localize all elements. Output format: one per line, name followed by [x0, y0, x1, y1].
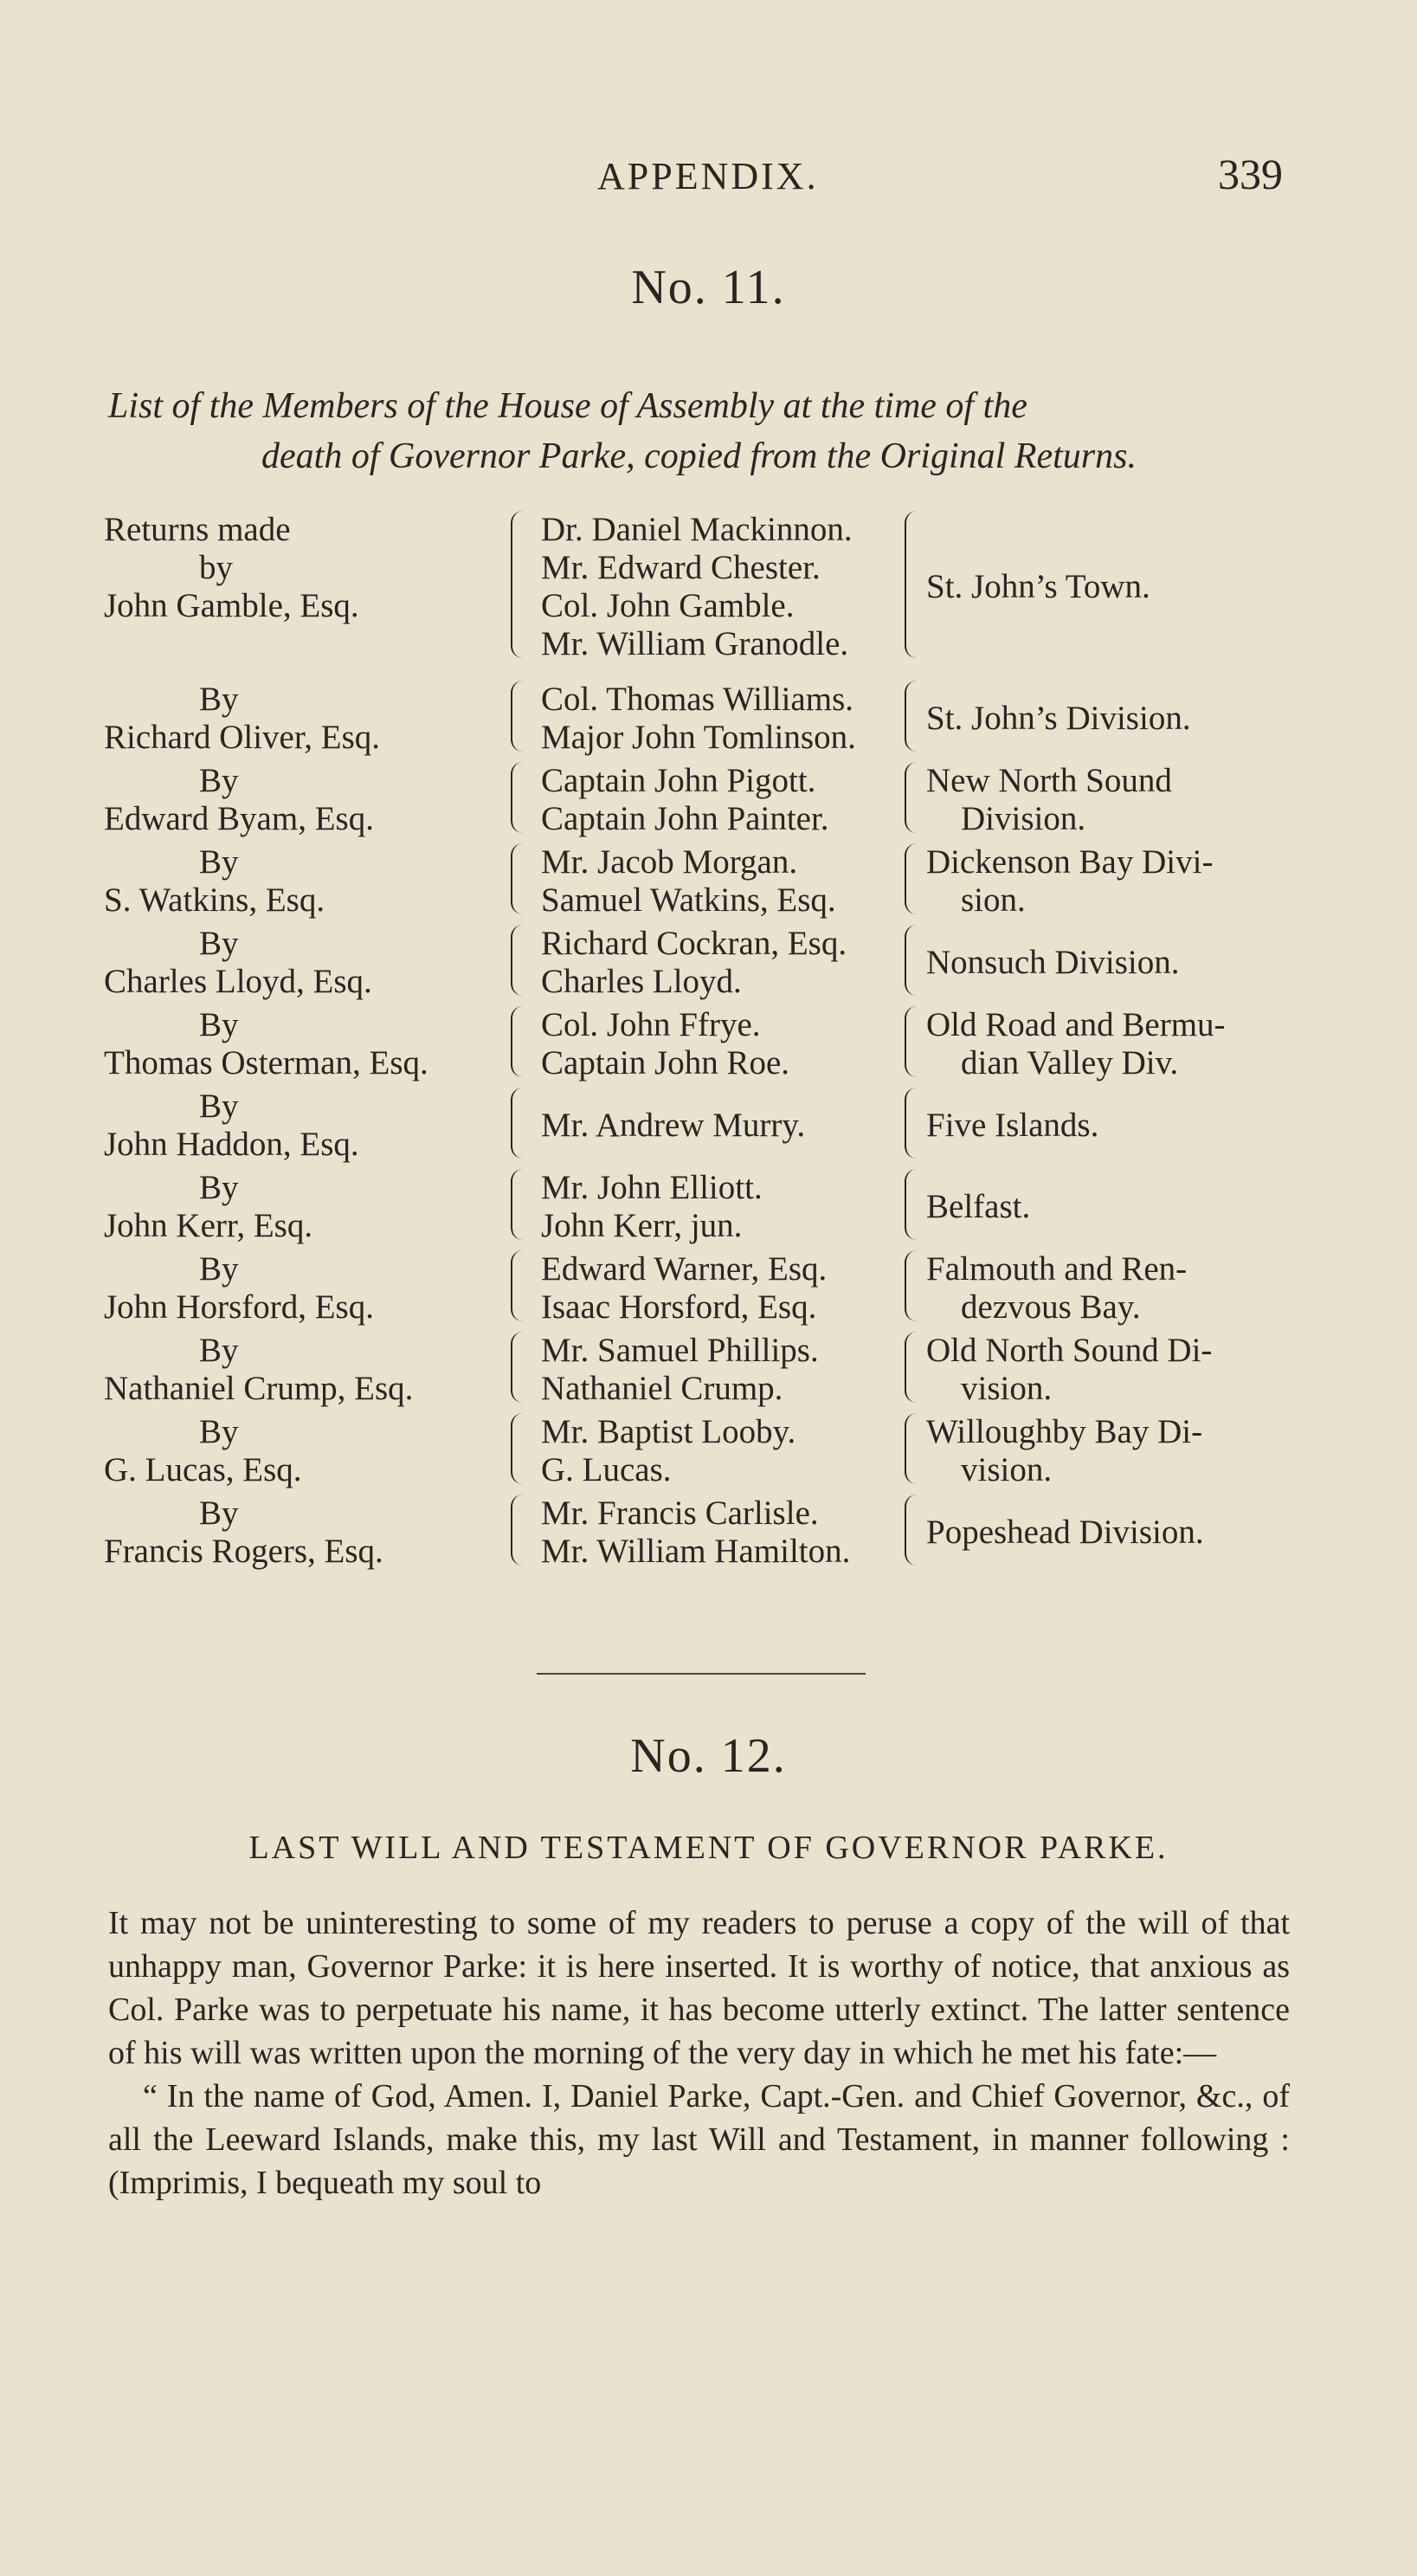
brace-left-division: [905, 1413, 917, 1484]
returner-name: Richard Oliver, Esq.: [104, 719, 381, 756]
division-column: [926, 1332, 1212, 1408]
caption-line-1: List of the Members of the House of Assembly at the time of the: [108, 386, 1027, 426]
returner-name: Nathaniel Crump, Esq.: [104, 1370, 414, 1407]
page-header: [0, 150, 1417, 206]
member-name: Mr. John Elliott.: [541, 1169, 763, 1206]
members-column: [541, 843, 836, 920]
by-label: By: [199, 843, 239, 881]
division-column: [926, 700, 1191, 738]
division-name: Old North Sound Di-: [926, 1332, 1213, 1369]
division-name: sion.: [961, 881, 1026, 919]
member-name: Edward Warner, Esq.: [541, 1250, 828, 1288]
members-column: [541, 1169, 763, 1245]
returner-column: [104, 681, 380, 757]
division-column: [926, 843, 1213, 920]
by-label: By: [199, 762, 239, 799]
member-name: Mr. Francis Carlisle.: [541, 1495, 819, 1532]
member-name: Mr. William Granodle.: [541, 625, 849, 662]
member-name: Mr. William Hamilton.: [541, 1533, 851, 1570]
will-body: [108, 1901, 1290, 2205]
returner-name: Edward Byam, Esq.: [104, 800, 374, 837]
returner-column: [104, 1169, 312, 1245]
member-name: Nathaniel Crump.: [541, 1370, 783, 1407]
by-label: By: [199, 1006, 239, 1043]
member-name: Captain John Roe.: [541, 1044, 790, 1081]
division-name: vision.: [961, 1370, 1053, 1407]
members-column: [541, 762, 829, 838]
brace-left-members: [511, 1006, 523, 1077]
brace-left-division: [905, 511, 917, 658]
returner-column: [104, 1413, 302, 1489]
division-name: Five Islands.: [926, 1107, 1099, 1144]
member-name: Captain John Painter.: [541, 800, 829, 837]
will-quote-paragraph: “ In the name of God, Amen. I, Daniel Parke, Capt.-Gen. and Chief Governor, &c., of all the Leeward Islands, make this, my last Will and Testament, in manner following : (Imprimis, I bequeath my soul to: [108, 2078, 1290, 2201]
division-column: [926, 944, 1180, 982]
member-name: Major John Tomlinson.: [541, 719, 856, 756]
returner-name: Francis Rogers, Esq.: [104, 1533, 383, 1570]
by-label: by: [199, 549, 233, 586]
members-column: [541, 511, 853, 663]
member-name: Col. John Gamble.: [541, 587, 795, 624]
brace-left-division: [905, 1332, 917, 1403]
returner-column: [104, 1088, 359, 1164]
section-divider: [537, 1673, 866, 1675]
will-title: LAST WILL AND TESTAMENT OF GOVERNOR PARKE.: [248, 1830, 1169, 1866]
member-name: Dr. Daniel Mackinnon.: [541, 511, 853, 548]
brace-left-members: [511, 1088, 523, 1159]
by-label: By: [199, 1495, 239, 1532]
member-name: Mr. Jacob Morgan.: [541, 843, 798, 881]
returner-column: [104, 925, 372, 1001]
brace-left-division: [905, 1006, 917, 1077]
section-number-12: No. 12.: [630, 1729, 787, 1783]
by-label: By: [199, 1088, 239, 1125]
brace-left-division: [905, 1495, 917, 1566]
return-entry: [104, 1006, 1316, 1082]
by-label: By: [199, 1169, 239, 1206]
returner-name: Thomas Osterman, Esq.: [104, 1044, 428, 1081]
brace-left-members: [511, 1169, 523, 1240]
brace-left-division: [905, 925, 917, 996]
brace-left-members: [511, 925, 523, 996]
returner-column: [104, 1250, 374, 1327]
return-entry: [104, 843, 1316, 920]
returner-name: S. Watkins, Esq.: [104, 881, 325, 919]
return-entry: [104, 1169, 1316, 1245]
brace-left-members: [511, 762, 523, 833]
running-title: APPENDIX.: [597, 155, 819, 197]
division-column: [926, 1250, 1187, 1327]
brace-left-division: [905, 762, 917, 833]
by-label: By: [199, 1332, 239, 1369]
returner-column: [104, 762, 374, 838]
members-column: [541, 1332, 819, 1408]
returner-name: John Gamble, Esq.: [104, 587, 359, 624]
returner-name: John Kerr, Esq.: [104, 1207, 313, 1244]
by-label: By: [199, 1413, 239, 1450]
member-name: Col. John Ffrye.: [541, 1006, 761, 1043]
division-column: [926, 1107, 1098, 1145]
brace-left-division: [905, 1088, 917, 1159]
members-column: [541, 1107, 805, 1145]
return-entry: [104, 1088, 1316, 1164]
returner-column: [104, 1006, 428, 1082]
return-entry: [104, 1495, 1316, 1571]
returner-column: [104, 843, 325, 920]
by-label: By: [199, 925, 239, 962]
member-name: Mr. Baptist Looby.: [541, 1413, 796, 1450]
list-caption: [108, 381, 1290, 481]
division-name: Division.: [961, 800, 1086, 837]
division-name: dezvous Bay.: [961, 1288, 1141, 1326]
return-entry: [104, 1332, 1316, 1408]
division-name: Dickenson Bay Divi-: [926, 843, 1214, 881]
member-name: Mr. Edward Chester.: [541, 549, 821, 586]
member-name: G. Lucas.: [541, 1451, 672, 1488]
division-name: St. John’s Town.: [926, 568, 1150, 605]
returns-made-label: Returns made: [104, 511, 291, 548]
returner-name: John Haddon, Esq.: [104, 1126, 359, 1163]
will-intro-paragraph: It may not be uninteresting to some of my readers to peruse a copy of the will of that unhappy man, Governor Parke: it is here inserted. It is worthy of notice, that anxious as Col. Parke was to perpetuate his name, it has become utterly extinct. The latter sentence of his will was written upon the morning of the very day in which he met his fate:—: [108, 1905, 1290, 2071]
brace-left-members: [511, 1332, 523, 1403]
brace-left-members: [511, 1413, 523, 1484]
members-column: [541, 681, 856, 757]
member-name: John Kerr, jun.: [541, 1207, 743, 1244]
division-column: [926, 568, 1150, 606]
return-entry: [104, 1250, 1316, 1327]
division-name: St. John’s Division.: [926, 700, 1191, 737]
return-entry: [104, 511, 1316, 663]
brace-left-members: [511, 1495, 523, 1566]
returner-name: G. Lucas, Esq.: [104, 1451, 302, 1488]
division-name: vision.: [961, 1451, 1053, 1488]
division-name: Old Road and Bermu-: [926, 1006, 1226, 1043]
brace-left-members: [511, 1250, 523, 1321]
members-column: [541, 1495, 850, 1571]
returner-column: [104, 1332, 413, 1408]
members-column: [541, 1006, 789, 1082]
return-entry: [104, 762, 1316, 838]
division-name: Nonsuch Division.: [926, 944, 1180, 981]
caption-line-2: death of Governor Parke, copied from the Original Returns.: [261, 436, 1137, 476]
by-label: By: [199, 1250, 239, 1288]
members-column: [541, 925, 847, 1001]
brace-left-members: [511, 843, 523, 914]
brace-left-division: [905, 681, 917, 752]
return-entry: [104, 1413, 1316, 1489]
division-column: [926, 1188, 1030, 1226]
division-name: Belfast.: [926, 1188, 1031, 1225]
member-name: Captain John Pigott.: [541, 762, 816, 799]
brace-left-division: [905, 1169, 917, 1240]
page-number: 339: [1218, 150, 1283, 198]
returner-column: [104, 1495, 383, 1571]
returner-name: John Horsford, Esq.: [104, 1288, 374, 1326]
returner-column: [104, 511, 359, 625]
members-column: [541, 1250, 827, 1327]
member-name: Samuel Watkins, Esq.: [541, 881, 836, 919]
return-entry: [104, 681, 1316, 757]
division-name: dian Valley Div.: [961, 1044, 1179, 1081]
member-name: Isaac Horsford, Esq.: [541, 1288, 817, 1326]
member-name: Richard Cockran, Esq.: [541, 925, 847, 962]
member-name: Charles Lloyd.: [541, 963, 742, 1000]
brace-left-members: [511, 681, 523, 752]
division-column: [926, 1413, 1202, 1489]
division-name: New North Sound: [926, 762, 1172, 799]
division-name: Falmouth and Ren-: [926, 1250, 1188, 1288]
brace-left-division: [905, 843, 917, 914]
section-number-11: No. 11.: [631, 261, 786, 314]
division-name: Popeshead Division.: [926, 1514, 1204, 1551]
brace-left-members: [511, 511, 523, 658]
division-column: [926, 1514, 1204, 1552]
brace-left-division: [905, 1250, 917, 1321]
division-column: [926, 1006, 1226, 1082]
division-name: Willoughby Bay Di-: [926, 1413, 1203, 1450]
member-name: Col. Thomas Williams.: [541, 681, 853, 718]
member-name: Mr. Andrew Murry.: [541, 1107, 806, 1144]
member-name: Mr. Samuel Phillips.: [541, 1332, 819, 1369]
division-column: [926, 762, 1172, 838]
returner-name: Charles Lloyd, Esq.: [104, 963, 372, 1000]
members-column: [541, 1413, 795, 1489]
by-label: By: [199, 681, 239, 718]
return-entry: [104, 925, 1316, 1001]
